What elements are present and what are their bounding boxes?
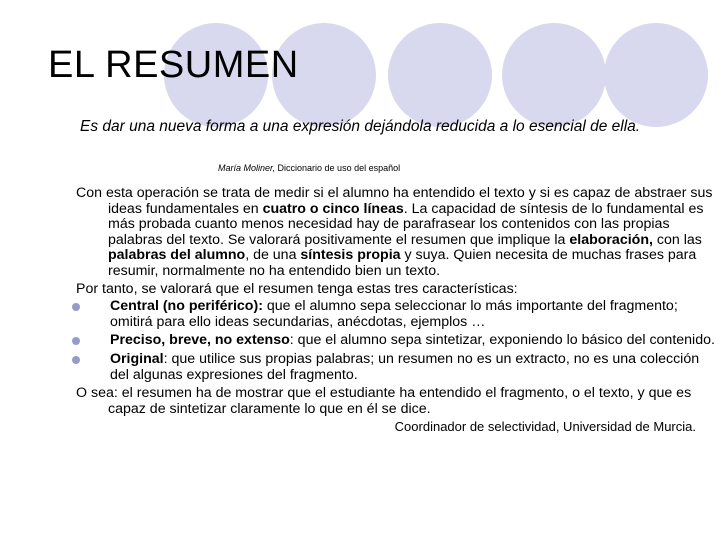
credit-line: Coordinador de selectividad, Universidad de Murcia. (394, 419, 696, 435)
paragraph-conclusion: O sea: el resumen ha de mostrar que el estudiante ha entendido el fragmento, o el texto, y que es capaz de sintetizar claramente lo que en él se dice. (76, 385, 692, 417)
text: . La capacidad de síntesis de lo fundamental es más probada cuanto menos necesidad hay de parafrasear los contenidos con las propias palabras del texto. Se valorará positivamente el resumen que implique la (108, 200, 704, 248)
bullet-text: que el alumno sepa seleccionar lo más importante del fragmento; omitirá para ello ideas secundarias, anécdotas, ejemplos … (110, 298, 678, 330)
bullet-item (76, 333, 718, 349)
text: Con esta operación se trata de medir si el alumno ha entendido el texto y si es capaz de abstraer sus ideas fundamentales en (76, 185, 713, 217)
text: y suya. Quien necesita de muchas frases para resumir, normalmente no ha entendido bien un texto. (108, 247, 697, 279)
decor-circle (388, 23, 492, 127)
slide-title: EL RESUMEN (48, 44, 299, 86)
paragraph-intro (76, 186, 718, 280)
bold-text: cuatro o cinco líneas (262, 200, 404, 217)
bullet-dot-icon (72, 356, 80, 364)
decor-circle (604, 23, 708, 127)
bullet-item (76, 352, 718, 383)
slide-body (76, 186, 718, 435)
definition-quote: Es dar una nueva forma a una expresión dejándola reducida a lo esencial de ella. (80, 118, 641, 135)
bullet-text: : que utilice sus propias palabras; un resumen no es un extracto, no es una colección del algunas expresiones del fragmento. (110, 350, 700, 383)
text: , de una (245, 247, 301, 264)
bold-text: palabras del alumno (108, 247, 246, 264)
bullet-term: Central (no periférico): (110, 298, 263, 315)
quote-source (218, 163, 400, 173)
bullet-dot-icon (72, 337, 80, 345)
bullet-dot-icon (72, 303, 80, 311)
bullet-text: : que el alumno sepa sintetizar, exponiendo lo básico del contenido. (289, 332, 715, 349)
decor-circle (502, 23, 606, 127)
quote-dictionary: Diccionario de uso del español (275, 163, 401, 173)
quote-author: María Moliner, (218, 163, 276, 173)
bullet-term: Original (110, 350, 164, 367)
paragraph-criteria-intro: Por tanto, se valorará que el resumen tenga estas tres características: (76, 280, 518, 297)
bold-text: síntesis propia (300, 247, 401, 264)
bullet-term: Preciso, breve, no extenso (110, 332, 290, 349)
text: con las (652, 231, 702, 248)
bullet-item (76, 299, 718, 330)
bold-text: elaboración, (569, 231, 653, 248)
